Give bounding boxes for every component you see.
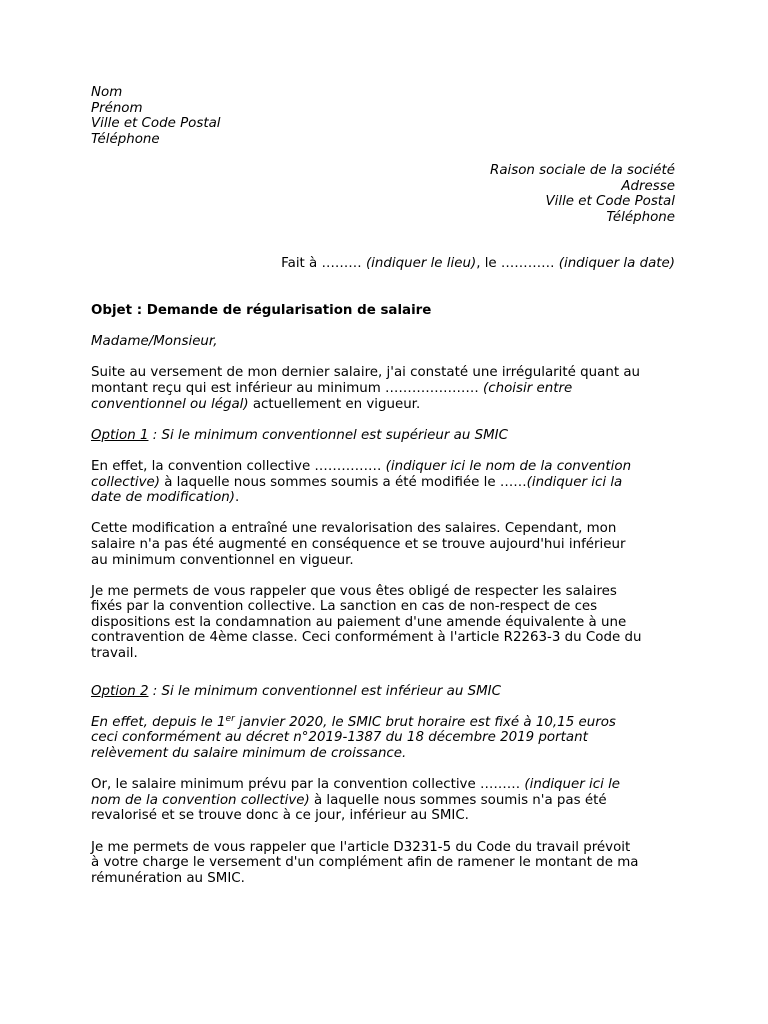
option1-p1-line-3-hint: date de modification) [91,490,235,506]
option1-p1-line-1-hint: (indiquer ici le nom de la convention [385,458,632,474]
option1-p2-line-3: au minimum conventionnel en vigueur. [91,552,354,568]
option1-paragraph-3 [91,584,675,662]
option1-p3-line-1: Je me permets de vous rappeler que vous êtes obligé de respecter les salaires [91,583,617,599]
recipient-adresse: Adresse [621,178,675,194]
option2-p2-line-1-text: Or, le salaire minimum prévu par la convention collective ……… [91,777,525,793]
date-line [91,256,675,272]
option1-heading [91,428,675,444]
option1-p1-line-2-hint: collective) [91,474,160,490]
letter-body [91,303,675,886]
option2-p2-line-1-hint: (indiquer ici le [524,777,621,793]
option2-p3-line-1: Je me permets de vous rappeler que l'article D3231-5 du Code du travail prévoit [91,839,631,855]
option1-p2-line-1: Cette modification a entraîné une revalorisation des salaires. Cependant, mon [91,521,617,537]
sender-telephone: Téléphone [91,131,160,147]
intro-line-3-text: actuellement en vigueur. [248,396,421,412]
date-le: , le ………… [476,256,559,271]
recipient-ville: Ville et Code Postal [545,194,675,210]
option1-p1-line-2-text: à laquelle nous sommes soumis a été modifiée le …… [159,474,527,490]
option2-p3-line-2: à votre charge le versement d'un complément afin de ramener le montant de ma [91,855,639,871]
option2-heading [91,684,675,700]
option2-p1-line-1 [91,715,675,731]
option2-title: : Si le minimum conventionnel est inférieur au SMIC [148,683,501,699]
option1-p1-line-2 [91,475,675,491]
option2-label: Option 2 [91,683,149,699]
option2-p1-line-3: relèvement du salaire minimum de croissance. [91,746,407,762]
option2-p1-superscript: er [225,713,235,724]
option1-p3-line-3: dispositions est la condamnation au paiement d'une amende équivalente à une [91,614,627,630]
date-fait-a: Fait à ……… [281,256,366,271]
option1-paragraph-1 [91,459,675,506]
letter-subject: Objet : Demande de régularisation de salaire [91,303,432,318]
sender-block [91,85,675,147]
option1-p3-line-5: travail. [91,646,138,662]
option2-paragraph-3 [91,840,675,887]
recipient-telephone: Téléphone [606,209,675,225]
intro-line-2-text: montant reçu qui est inférieur au minimum ………………… [91,380,484,396]
intro-line-2-hint: (choisir entre [483,380,573,396]
option2-p2-line-2-hint: nom de la convention collective) [91,792,310,808]
sender-prenom: Prénom [91,100,143,116]
option1-p3-line-4: contravention de 4ème classe. Ceci conformément à l'article R2263-3 du Code du [91,630,642,646]
intro-line-3-hint: conventionnel ou légal) [91,396,249,412]
option2-p2-line-2-text: à laquelle nous sommes soumis n'a pas été [309,792,607,808]
option1-p1-line-1-text: En effet, la convention collective …………… [91,458,386,474]
intro-line-2 [91,381,675,397]
option1-p1-line-3 [91,490,675,506]
option1-p1-line-2-hint-2: (indiquer ici la [526,474,623,490]
option2-p3-line-3: rémunération au SMIC. [91,870,245,886]
option1-label: Option 1 [91,427,149,443]
option2-p1-line-2: ceci conformément au décret n°2019-1387 du 18 décembre 2019 portant [91,730,588,746]
option1-p3-line-2: fixés par la convention collective. La sanction en cas de non-respect de ces [91,599,598,615]
intro-line-3 [91,397,675,413]
option2-p2-line-1 [91,777,675,793]
option2-paragraph-2 [91,777,675,824]
date-date-hint: (indiquer la date) [558,256,675,271]
option1-p1-line-3-text: . [235,490,240,506]
date-lieu-hint: (indiquer le lieu) [365,256,477,271]
recipient-raison-sociale: Raison sociale de la société [490,163,675,178]
option1-p2-line-2: salaire n'a pas été augmenté en conséquence et se trouve aujourd'hui inférieur [91,536,626,552]
option2-p1-line-1-text: En effet, depuis le 1 [91,714,226,730]
option2-paragraph-1 [91,715,675,762]
sender-ville: Ville et Code Postal [91,116,221,132]
option2-p2-line-3: revalorisé et se trouve donc à ce jour, inférieur au SMIC. [91,808,469,824]
option1-title: : Si le minimum conventionnel est supérieur au SMIC [148,427,508,443]
intro-paragraph [91,365,675,412]
option1-p1-line-1 [91,459,675,475]
sender-nom: Nom [91,85,123,100]
option1-paragraph-2 [91,521,675,568]
option2-p2-line-2 [91,793,675,809]
letter-salutation: Madame/Monsieur, [91,334,218,350]
recipient-block [91,163,675,225]
intro-line-1: Suite au versement de mon dernier salaire, j'ai constaté une irrégularité quant au [91,365,641,381]
option2-p1-line-1-rest: janvier 2020, le SMIC brut horaire est fixé à 10,15 euros [234,714,616,730]
